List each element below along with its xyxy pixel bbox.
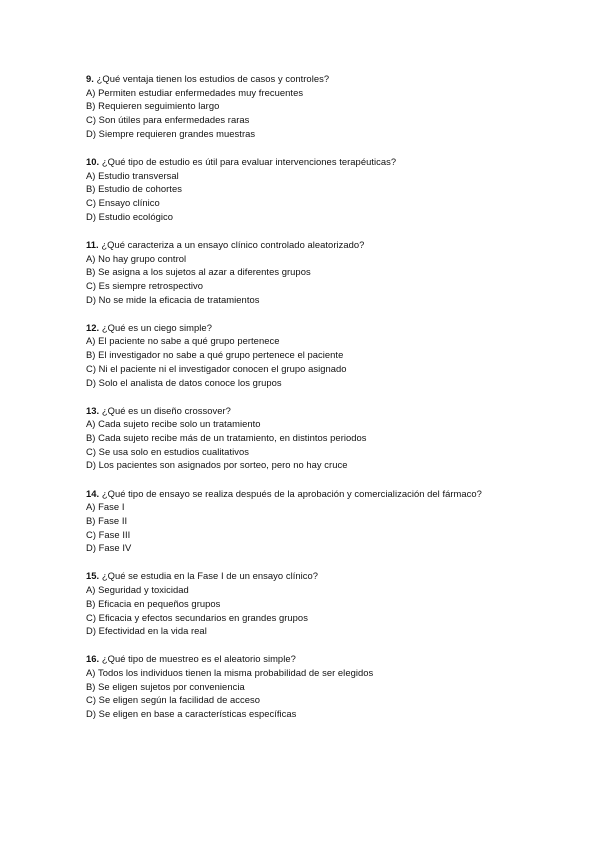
- question-text: [86, 652, 539, 666]
- answer-option: A) Estudio transversal: [86, 169, 179, 181]
- question-prompt: ¿Qué ventaja tienen los estudios de casos y controles?: [96, 73, 330, 84]
- question-text: [86, 238, 539, 252]
- answer-option: D) Los pacientes son asignados por sorteo, pero no hay cruce: [86, 459, 348, 471]
- question-block: [86, 155, 539, 224]
- question-text: [86, 404, 539, 418]
- answer-option: B) Se eligen sujetos por conveniencia: [86, 680, 245, 692]
- question-number: 12.: [86, 321, 100, 333]
- question-prompt: ¿Qué tipo de estudio es útil para evaluar intervenciones terapéuticas?: [101, 155, 397, 167]
- question-block: [86, 569, 539, 638]
- answer-option: A) Todos los individuos tienen la misma probabilidad de ser elegidos: [86, 667, 374, 679]
- answer-option: A) El paciente no sabe a qué grupo pertenece: [86, 335, 280, 347]
- answer-option: D) No se mide la eficacia de tratamientos: [86, 293, 260, 305]
- answer-option: C) Se eligen según la facilidad de acceso: [86, 694, 261, 706]
- question-number: 15.: [86, 570, 100, 582]
- answer-option: D) Estudio ecológico: [86, 210, 173, 222]
- question-prompt: ¿Qué tipo de muestreo es el aleatorio simple?: [101, 653, 296, 665]
- answer-option: A) Fase I: [86, 501, 125, 513]
- question-prompt: ¿Qué se estudia en la Fase I de un ensayo clínico?: [101, 570, 319, 582]
- answer-option: C) Se usa solo en estudios cualitativos: [86, 445, 249, 457]
- answer-option: C) Eficacia y efectos secundarios en grandes grupos: [86, 611, 308, 623]
- question-block: [86, 404, 539, 473]
- question-text: [86, 72, 539, 86]
- answer-option: D) Siempre requieren grandes muestras: [86, 127, 256, 139]
- question-text: [86, 569, 539, 583]
- answer-option: A) Cada sujeto recibe solo un tratamiento: [86, 418, 261, 430]
- question-number: 14.: [86, 487, 100, 499]
- answer-option: C) Ensayo clínico: [86, 197, 160, 209]
- question-text: [86, 155, 539, 169]
- question-list: [86, 72, 539, 721]
- question-prompt: ¿Qué es un diseño crossover?: [101, 404, 231, 416]
- answer-option: D) Efectividad en la vida real: [86, 625, 207, 637]
- answer-option: B) Requieren seguimiento largo: [86, 100, 220, 112]
- answer-option: C) Son útiles para enfermedades raras: [86, 114, 250, 126]
- answer-option: B) Fase II: [86, 514, 128, 526]
- answer-option: D) Fase IV: [86, 542, 132, 554]
- question-text: [86, 487, 539, 501]
- answer-option: B) Eficacia en pequeños grupos: [86, 597, 221, 609]
- question-prompt: ¿Qué es un ciego simple?: [101, 321, 212, 333]
- question-number: 16.: [86, 653, 100, 665]
- question-block: [86, 487, 539, 556]
- answer-option: D) Se eligen en base a características específicas: [86, 708, 297, 720]
- question-number: 10.: [86, 155, 100, 167]
- answer-option: B) Cada sujeto recibe más de un tratamiento, en distintos periodos: [86, 432, 367, 444]
- answer-option: C) Es siempre retrospectivo: [86, 279, 204, 291]
- question-block: [86, 321, 539, 390]
- answer-option: B) Estudio de cohortes: [86, 183, 182, 195]
- answer-option: A) No hay grupo control: [86, 252, 187, 264]
- question-text: [86, 321, 539, 335]
- question-number: 9.: [86, 73, 94, 84]
- answer-option: A) Seguridad y toxicidad: [86, 584, 189, 596]
- answer-option: B) El investigador no sabe a qué grupo pertenece el paciente: [86, 349, 344, 361]
- answer-option: A) Permiten estudiar enfermedades muy frecuentes: [86, 86, 304, 98]
- question-number: 11.: [86, 238, 99, 250]
- question-block: [86, 72, 539, 141]
- answer-option: D) Solo el analista de datos conoce los grupos: [86, 376, 282, 388]
- answer-option: C) Ni el paciente ni el investigador conocen el grupo asignado: [86, 362, 347, 374]
- question-block: [86, 652, 539, 721]
- question-number: 13.: [86, 404, 100, 416]
- answer-option: B) Se asigna a los sujetos al azar a diferentes grupos: [86, 266, 311, 278]
- answer-option: C) Fase III: [86, 528, 131, 540]
- question-prompt: ¿Qué tipo de ensayo se realiza después de la aprobación y comercialización del fármaco?: [101, 487, 482, 499]
- question-block: [86, 238, 539, 307]
- question-prompt: ¿Qué caracteriza a un ensayo clínico controlado aleatorizado?: [101, 238, 365, 250]
